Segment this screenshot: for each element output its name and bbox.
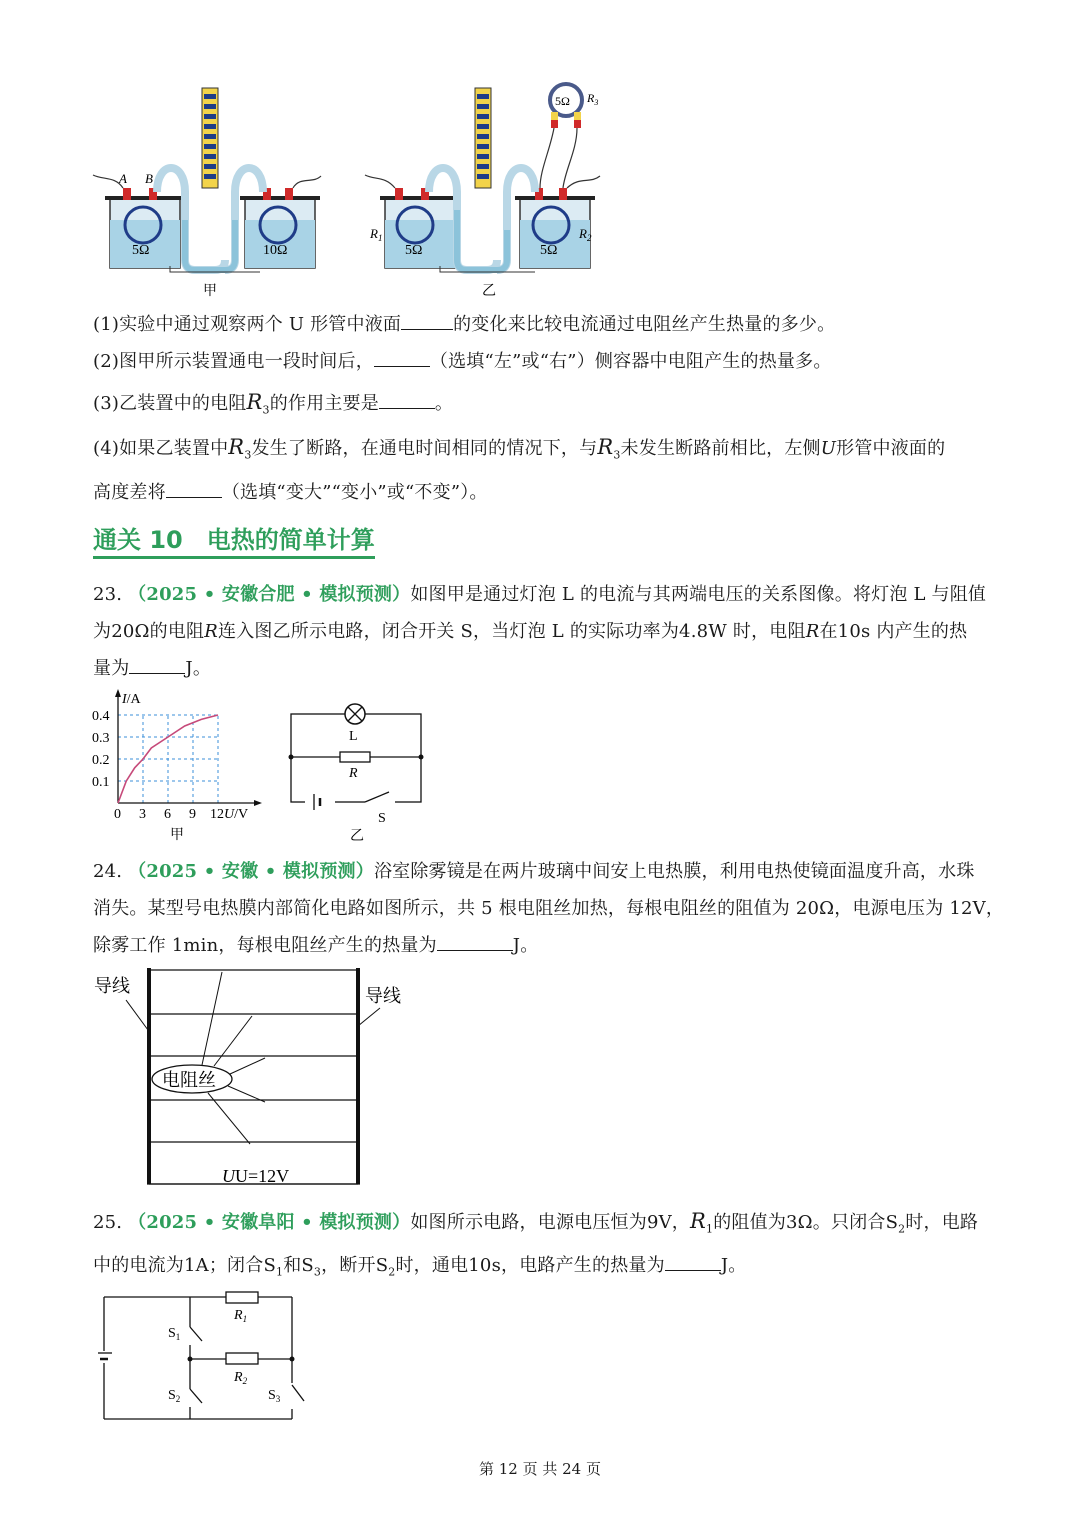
- yi-left-resistance: 5Ω: [405, 243, 423, 258]
- label-yi: 乙: [482, 284, 496, 299]
- x-tick-label: 3: [139, 807, 146, 822]
- s2-label: $S_2$: [168, 1388, 181, 1404]
- circuit-q25: [98, 1285, 308, 1430]
- y-tick-label: 0.4: [92, 709, 110, 724]
- voltage-label: UU=12V: [222, 1166, 290, 1186]
- section-heading: 通关 10 电热的简单计算: [93, 520, 375, 555]
- joule-heating-apparatus-figure: [85, 80, 615, 300]
- label-A: A: [119, 171, 127, 186]
- x-tick-label: 9: [189, 807, 196, 822]
- resistor-R2-icon: [226, 1353, 258, 1364]
- q24-line2: 消失。某型号电热膜内部简化电路如图所示，共 5 根电阻丝加热，每根电阻丝的阻值为 20Ω，电源电压为 12V，: [93, 898, 1005, 919]
- wire-label-left: 导线: [94, 976, 130, 996]
- answer-blank[interactable]: [379, 394, 435, 409]
- chart-grid: [118, 715, 218, 803]
- apparatus-jia: [93, 88, 321, 299]
- label-R3: $R_3$: [587, 91, 599, 107]
- y-tick-label: 0.2: [92, 753, 110, 768]
- r1-label: $R_1$: [234, 1308, 248, 1324]
- resistor-wire-label: 电阻丝: [162, 1070, 216, 1090]
- q25-line2: 中的电流为1A；闭合$S_1$和$S_3$，断开$S_2$时，通电10s，电路产生的热量为 J。: [93, 1255, 747, 1279]
- jia-left-resistance: 5Ω: [132, 243, 150, 258]
- q23-line3: 量为 J。: [93, 658, 212, 679]
- resistor-R1-icon: [226, 1292, 258, 1303]
- r2-label: $R_2$: [234, 1370, 248, 1386]
- jia-right-resistance: 10Ω: [263, 243, 288, 258]
- answer-blank[interactable]: [374, 352, 430, 367]
- s1-label: $S_1$: [168, 1326, 181, 1342]
- answer-blank[interactable]: [401, 315, 453, 330]
- q24-line3: 除雾工作 1min，每根电阻丝产生的热量为 J。: [93, 935, 539, 956]
- page-footer: 第 12 页 共 24 页: [478, 1460, 601, 1478]
- switch-label: S: [378, 811, 386, 826]
- q22-part4-cont: 高度差将 （选填“变大”“变小”或“不变”）。: [93, 482, 488, 503]
- label-R2: $R_2$: [579, 226, 592, 243]
- lamp-label: L: [349, 729, 358, 744]
- q22-part4: (4)如果乙装置中$R_3$发生了断路，在通电时间相同的情况下，与$R_3$未发生断路前相比，左侧U形管中液面的: [93, 435, 946, 462]
- wire-label-right: 导线: [365, 986, 401, 1006]
- label-B: B: [145, 171, 153, 186]
- label-R1: $R_1$: [370, 226, 383, 243]
- answer-blank[interactable]: [166, 483, 222, 498]
- iu-graph: [88, 685, 268, 845]
- resistor-label: R: [349, 766, 358, 781]
- q22-part3: (3)乙装置中的电阻$R_3$的作用主要是 。: [93, 390, 454, 417]
- q22-part1: (1)实验中通过观察两个 U 形管中液面 的变化来比较电流通过电阻丝产生热量的多少。: [93, 314, 836, 335]
- y-tick-label: 0.3: [92, 731, 110, 746]
- x-axis-label: U/V: [224, 807, 249, 822]
- yi-right-resistance: 5Ω: [540, 243, 558, 258]
- answer-blank[interactable]: [129, 659, 185, 674]
- apparatus-yi: [365, 84, 600, 299]
- q23-line1: 23. （2025 • 安徽合肥 • 模拟预测）如图甲是通过灯泡 L 的电流与其两端电压的关系图像。将灯泡 L 与阻值: [93, 584, 987, 605]
- r3-resistance: 5Ω: [555, 94, 570, 108]
- x-tick-label: 12: [210, 807, 224, 822]
- y-axis-label: I/A: [122, 692, 141, 707]
- circuit-label-yi: 乙: [350, 829, 364, 844]
- x-axis-arrow: [254, 800, 262, 806]
- circuit-yi: [285, 700, 435, 850]
- label-jia: 甲: [203, 284, 217, 299]
- switch-S1-icon: [190, 1327, 202, 1341]
- resistor-icon: [340, 752, 370, 762]
- y-tick-label: 0.1: [92, 775, 110, 790]
- switch-S2-icon: [190, 1389, 202, 1403]
- q24-line1: 24. （2025 • 安徽 • 模拟预测）浴室除雾镜是在两片玻璃中间安上电热膜，利用电热使镜面温度升高，水珠: [93, 861, 975, 882]
- y-axis-arrow: [115, 689, 121, 697]
- answer-blank[interactable]: [665, 1256, 721, 1271]
- q23-line2: 为20Ω的电阻R连入图乙所示电路，闭合开关 S，当灯泡 L 的实际功率为4.8W 时，电阻R在10s 内产生的热: [93, 621, 968, 642]
- graph-label-jia: 甲: [170, 828, 184, 843]
- heating-film-circuit: [90, 962, 420, 1194]
- x-tick-label: 0: [114, 807, 121, 822]
- s3-label: $S_3$: [268, 1388, 281, 1404]
- q22-part2: (2)图甲所示装置通电一段时间后， （选填“左”或“右”）侧容器中电阻产生的热量多。: [93, 351, 832, 372]
- x-tick-label: 6: [164, 807, 171, 822]
- q25-line1: 25. （2025 • 安徽阜阳 • 模拟预测）如图所示电路，电源电压恒为9V，$R_1$的阻值为3Ω。只闭合$S_2$时，电路: [93, 1209, 979, 1236]
- answer-blank[interactable]: [437, 936, 513, 951]
